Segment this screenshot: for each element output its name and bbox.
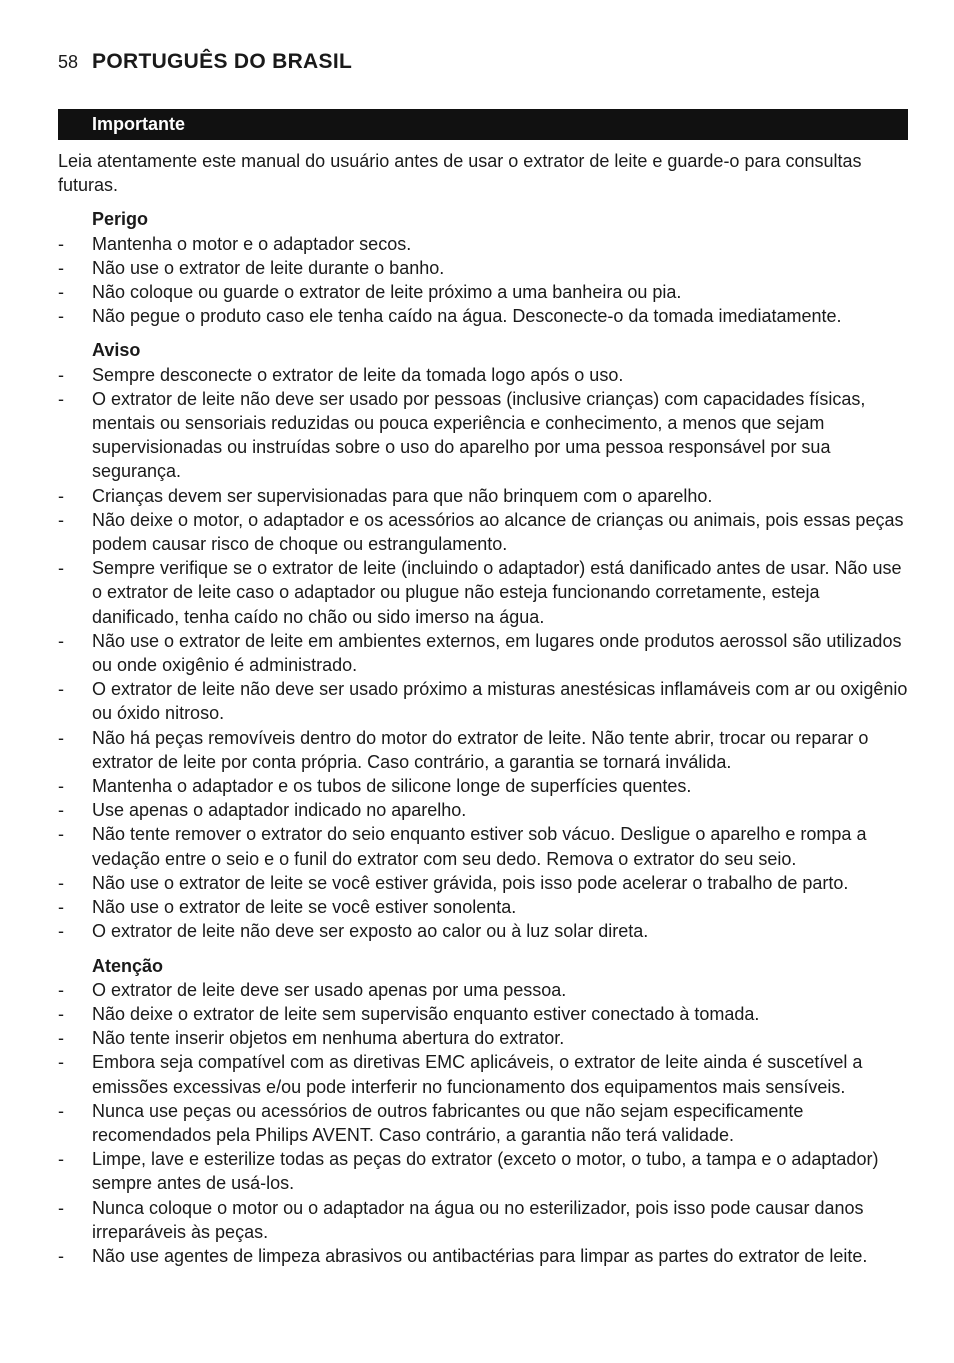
page-title: PORTUGUÊS DO BRASIL <box>92 50 353 73</box>
list-item: - O extrator de leite deve ser usado apenas por uma pessoa. <box>58 978 910 1002</box>
list-item: - Crianças devem ser supervisionadas para que não brinquem com o aparelho. <box>58 484 910 508</box>
list-item: - Não deixe o motor, o adaptador e os acessórios ao alcance de crianças ou animais, pois essas peças podem causar risco de choque ou estrangulamento. <box>58 508 910 556</box>
page-number: 58 <box>58 52 79 72</box>
list-item: - Não deixe o extrator de leite sem supervisão enquanto estiver conectado à tomada. <box>58 1002 910 1026</box>
list-item: - Não tente inserir objetos em nenhuma abertura do extrator. <box>58 1026 910 1050</box>
list-item: - Não use o extrator de leite em ambientes externos, em lugares onde produtos aerossol são utilizados ou onde oxigênio é administrado. <box>58 629 910 677</box>
bullet-list <box>58 978 910 1268</box>
section-heading: Aviso <box>92 340 141 361</box>
intro-paragraph: Leia atentamente este manual do usuário antes de usar o extrator de leite e guarde-o para consultas futuras. <box>58 151 862 196</box>
list-item: - Mantenha o adaptador e os tubos de silicone longe de superfícies quentes. <box>58 774 910 798</box>
section-banner: Importante <box>58 109 908 140</box>
list-item: - Limpe, lave e esterilize todas as peças do extrator (exceto o motor, o tubo, a tampa e o adaptador) sempre antes de usá-los. <box>58 1147 910 1195</box>
list-item: - Sempre verifique se o extrator de leite (incluindo o adaptador) está danificado antes de usar. Não use o extrator de leite caso o adaptador ou plugue não esteja funcionando corretamente, esteja danificado, tenha caído no chão ou sido imerso na água. <box>58 556 910 629</box>
warning-sections <box>58 207 910 1268</box>
bullet-list <box>58 363 910 944</box>
section-aviso <box>58 338 910 943</box>
list-item: - Nunca use peças ou acessórios de outros fabricantes ou que não sejam especificamente recomendados pela Philips AVENT. Caso contrário, a garantia não terá validade. <box>58 1099 910 1147</box>
list-item: - O extrator de leite não deve ser usado por pessoas (inclusive crianças) com capacidades físicas, mentais ou sensoriais reduzidas ou pouca experiência e conhecimento, a menos que sejam supervisionadas ou instruídas sobre o uso do aparelho por uma pessoa responsável por sua segurança. <box>58 387 910 484</box>
section-heading: Atenção <box>92 955 164 976</box>
list-item: - O extrator de leite não deve ser exposto ao calor ou à luz solar direta. <box>58 919 910 943</box>
list-item: - Nunca coloque o motor ou o adaptador na água ou no esterilizador, pois isso pode causar danos irreparáveis às peças. <box>58 1196 910 1244</box>
list-item: - Mantenha o motor e o adaptador secos. <box>58 232 910 256</box>
page-header <box>58 50 352 80</box>
list-item: - Não pegue o produto caso ele tenha caído na água. Desconecte-o da tomada imediatamente. <box>58 304 910 328</box>
list-item: - Não use agentes de limpeza abrasivos ou antibactérias para limpar as partes do extrator de leite. <box>58 1244 910 1268</box>
list-item: - Sempre desconecte o extrator de leite da tomada logo após o uso. <box>58 363 910 387</box>
list-item: - Não use o extrator de leite se você estiver grávida, pois isso pode acelerar o trabalho de parto. <box>58 871 910 895</box>
document-body <box>58 149 910 1278</box>
list-item: - Use apenas o adaptador indicado no aparelho. <box>58 798 910 822</box>
section-atencao <box>58 954 910 1269</box>
list-item: - Embora seja compatível com as diretivas EMC aplicáveis, o extrator de leite ainda é suscetível a emissões excessivas e/ou pode interferir no funcionamento dos equipamentos mais sensíveis. <box>58 1050 910 1098</box>
list-item: - Não há peças removíveis dentro do motor do extrator de leite. Não tente abrir, trocar ou reparar o extrator de leite por conta própria. Caso contrário, a garantia se tornará inválida. <box>58 726 910 774</box>
list-item: - Não use o extrator de leite se você estiver sonolenta. <box>58 895 910 919</box>
list-item: - Não use o extrator de leite durante o banho. <box>58 256 910 280</box>
list-item: - O extrator de leite não deve ser usado próximo a misturas anestésicas inflamáveis com ar ou oxigênio ou óxido nitroso. <box>58 677 910 725</box>
bullet-list <box>58 232 910 329</box>
section-perigo <box>58 207 910 328</box>
list-item: - Não coloque ou guarde o extrator de leite próximo a uma banheira ou pia. <box>58 280 910 304</box>
section-heading: Perigo <box>92 209 149 230</box>
list-item: - Não tente remover o extrator do seio enquanto estiver sob vácuo. Desligue o aparelho e rompa a vedação entre o seio e o funil do extrator com seu dedo. Remova o extrator do seu seio. <box>58 822 910 870</box>
